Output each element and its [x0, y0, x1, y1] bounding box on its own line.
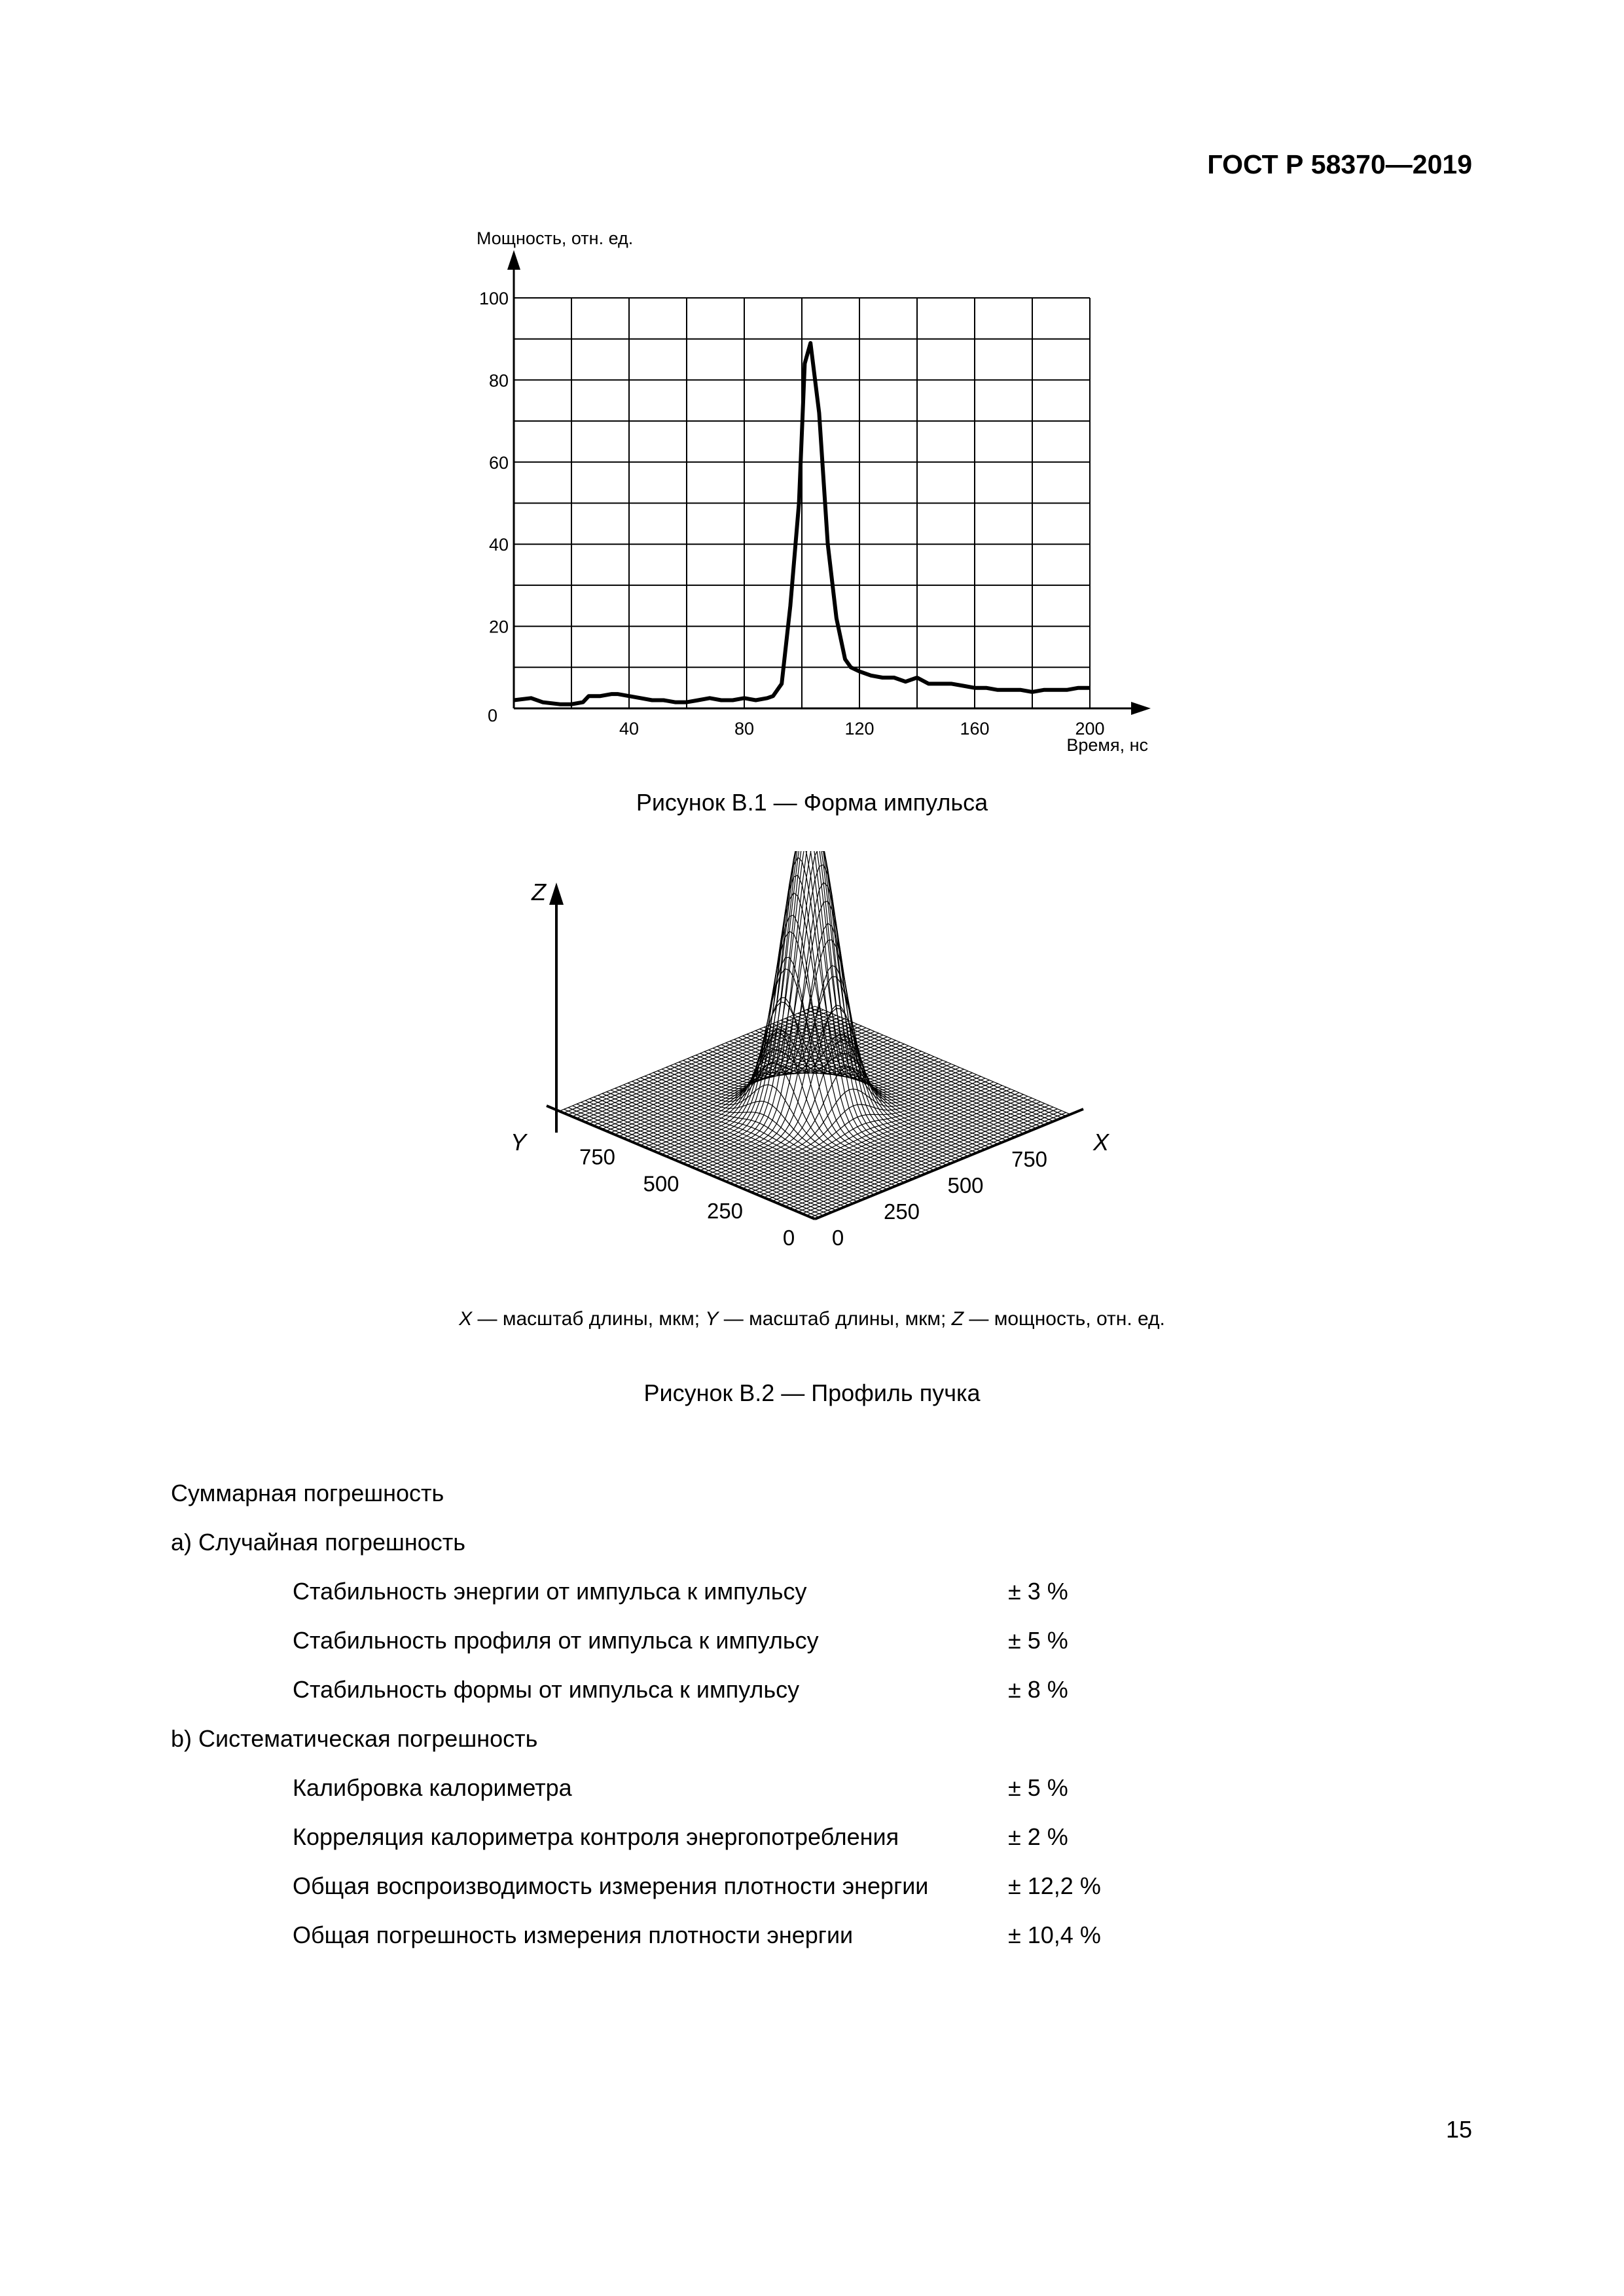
- mesh-line: [602, 1093, 857, 1201]
- mesh-line: [679, 851, 934, 1161]
- random-row-value: ± 5 %: [1008, 1627, 1068, 1654]
- mesh-line: [641, 1078, 896, 1186]
- x-tick-label-3d: 0: [831, 1226, 844, 1250]
- x-tick-label: 120: [844, 719, 875, 738]
- mesh-line: [585, 1101, 840, 1209]
- x-tick-label-3d: 750: [1011, 1147, 1048, 1171]
- systematic-heading: b) Систематическая погрешность: [171, 1725, 538, 1752]
- x-tick-label: 40: [619, 719, 640, 738]
- x-tick-label: 200: [1075, 719, 1105, 738]
- mesh-line: [815, 1006, 1070, 1114]
- mesh-line: [683, 851, 939, 1169]
- y-axis-label-3d: Y: [511, 1129, 527, 1156]
- figure-b2-caption: Рисунок В.2 — Профиль пучка: [643, 1379, 981, 1406]
- summary-heading: Суммарная погрешность: [171, 1480, 444, 1506]
- mesh-line: [696, 851, 951, 1163]
- systematic-row-value: ± 12,2 %: [1008, 1872, 1101, 1899]
- systematic-row-label: Общая воспроизводимость измерения плотности энергии: [293, 1872, 929, 1899]
- beam-surface-mesh: [560, 851, 1070, 1219]
- beam-profile-plot: [0, 851, 1624, 1277]
- x-tick-label: 80: [734, 719, 755, 738]
- x-axis-label: Время, нс: [1066, 735, 1148, 755]
- z-axis-label: Z: [532, 879, 546, 905]
- mesh-line: [581, 1102, 837, 1211]
- systematic-row-value: ± 5 %: [1008, 1774, 1068, 1801]
- random-row-value: ± 3 %: [1008, 1578, 1068, 1605]
- mesh-line: [721, 1034, 977, 1152]
- mesh-line: [679, 851, 934, 1170]
- standard-code: ГОСТ Р 58370—2019: [1207, 149, 1472, 179]
- y-tick-label: 40: [488, 535, 509, 555]
- y-tick-label-3d: 0: [782, 1226, 795, 1250]
- random-row-label: Стабильность энергии от импульса к импульсу: [293, 1578, 807, 1605]
- y-tick-label: 100: [478, 289, 509, 308]
- systematic-row-value: ± 2 %: [1008, 1823, 1068, 1850]
- pulse-shape-chart: [0, 0, 1624, 786]
- y-tick-label: 60: [488, 452, 509, 473]
- mesh-line: [683, 851, 939, 1163]
- y-tick-label-3d: 500: [643, 1171, 679, 1196]
- x-tick-label-3d: 250: [883, 1199, 920, 1224]
- chart-tick-labels: [479, 289, 1105, 738]
- mesh-line: [806, 1010, 1062, 1118]
- x-axis-label-3d: X: [1093, 1129, 1110, 1156]
- mesh-line: [594, 1097, 849, 1205]
- y-axis-arrow: [507, 250, 520, 270]
- systematic-row-label: Корреляция калориметра контроля энергопотребления: [293, 1823, 899, 1850]
- y-tick-label: 20: [488, 617, 509, 637]
- figure-b1-caption: Рисунок В.1 — Форма импульса: [636, 789, 988, 816]
- z-axis-arrow: [549, 883, 564, 905]
- systematic-row-label: Общая погрешность измерения плотности энергии: [293, 1922, 854, 1948]
- figure-b2-legend: X — масштаб длины, мкм; Y — масштаб длины, мкм; Z — мощность, отн. ед.: [459, 1308, 1165, 1330]
- mesh-line: [666, 957, 922, 1175]
- x-tick-label-3d: 500: [947, 1173, 984, 1197]
- mesh-line: [798, 1013, 1053, 1121]
- systematic-row-label: Калибровка калориметра: [293, 1774, 572, 1801]
- random-row-label: Стабильность профиля от импульса к импульсу: [293, 1627, 819, 1654]
- random-row-value: ± 8 %: [1008, 1676, 1068, 1703]
- mesh-line: [764, 1027, 1019, 1135]
- x-axis-arrow: [1131, 702, 1151, 715]
- y-axis-label: Мощность, отн. ед.: [477, 228, 634, 248]
- mesh-line: [777, 1022, 1032, 1130]
- mesh-line: [653, 1062, 909, 1180]
- mesh-line: [670, 858, 926, 1158]
- random-row-label: Стабильность формы от импульса к импульсу: [293, 1676, 800, 1703]
- mesh-line: [738, 1038, 994, 1146]
- chart-axes: [507, 250, 1151, 715]
- y-tick-label: 0: [487, 706, 497, 725]
- mesh-line: [734, 1040, 990, 1148]
- y-tick-label: 80: [488, 371, 509, 391]
- mesh-line: [789, 1017, 1045, 1125]
- mesh-line: [794, 1015, 1049, 1123]
- y-tick-label-3d: 250: [706, 1198, 744, 1223]
- mesh-line: [726, 1043, 981, 1151]
- chart-grid: [514, 298, 1090, 708]
- page-number: 15: [1445, 2116, 1472, 2143]
- mesh-line: [803, 1011, 1058, 1120]
- mesh-line: [755, 1030, 1011, 1139]
- x-tick-label: 160: [960, 719, 990, 738]
- mesh-line: [590, 1099, 845, 1207]
- random-heading: a) Случайная погрешность: [171, 1529, 466, 1556]
- systematic-row-value: ± 10,4 %: [1008, 1922, 1101, 1948]
- mesh-line: [730, 1041, 985, 1149]
- mesh-line: [692, 851, 947, 1167]
- y-tick-label-3d: 750: [579, 1144, 616, 1169]
